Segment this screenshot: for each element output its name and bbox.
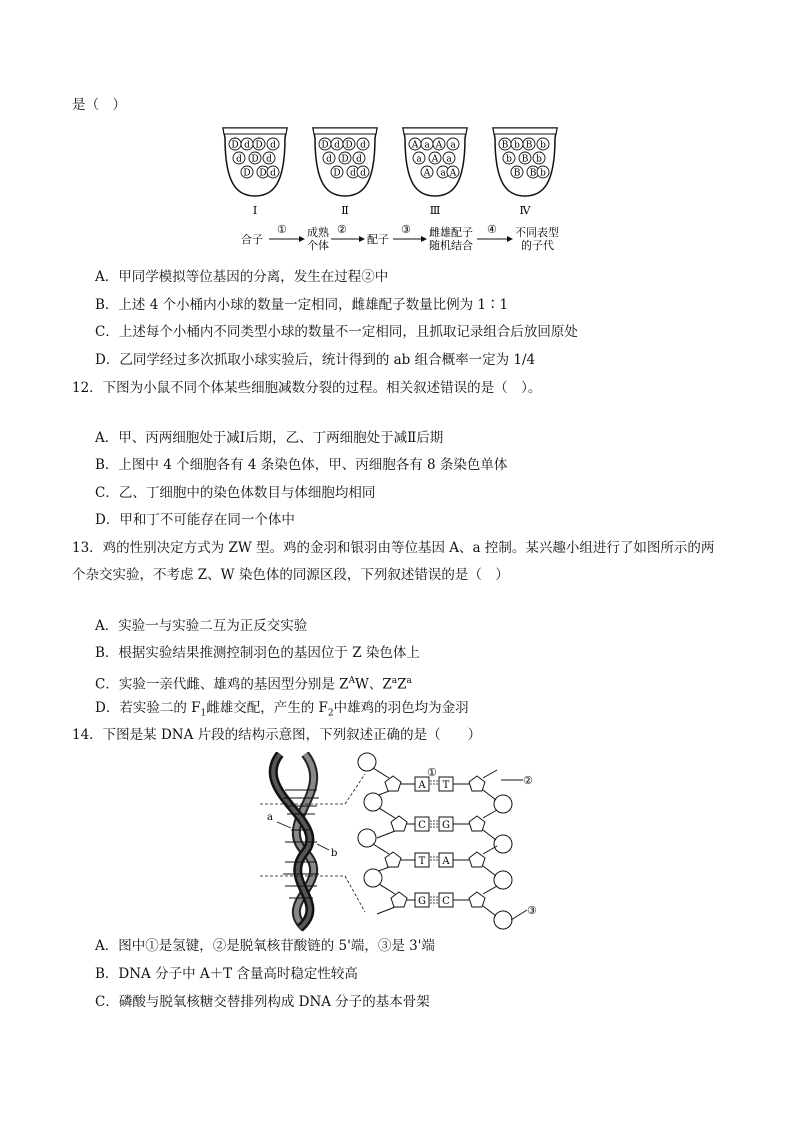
ball-label: D [251,154,259,165]
sugar-left [391,892,407,907]
sugar-right [469,816,485,831]
q13-option-b: B．根据实验结果推测控制羽色的基因位于 Z 染色体上 [95,645,420,661]
ball-label: A [411,140,419,151]
q13-option-d: D．若实验二的 $F_1$雌雄交配，产生的 $F_2$中雄鸡的羽色均为金羽 [95,700,469,719]
bucket-figure [215,122,595,262]
ball-label: a [416,154,422,165]
bucket-label: Ⅲ [429,204,441,217]
flow-gamete: 配子 [367,233,389,246]
ball-label: d [360,168,366,179]
ball-label: b [540,140,546,151]
sugar-right [469,892,485,907]
q14-option-c: C．磷酸与脱氧核糖交替排列构成 DNA 分子的基本骨架 [95,994,430,1010]
q12-stem: 12．下图为小鼠不同个体某些细胞减数分裂的过程。相关叙述错误的是（ ）。 [72,380,542,396]
mark-1: ① [427,766,437,779]
sugar-left [391,816,407,831]
ball-label: B [501,140,509,151]
flow-fusion-1: 雌雄配子 [429,226,473,239]
ball-label: D [345,140,353,151]
ball-label: D [341,154,349,165]
q13-option-a: A．实验一与实验二互为正反交实验 [95,618,308,634]
ball-label: B [525,140,533,151]
ball-label: D [255,140,263,151]
q11-option-c: C．上述每个小桶内不同类型小球的数量不一定相同，且抓取记录组合后放回原处 [95,324,578,340]
flow-fusion-2: 随机结合 [429,239,473,252]
q12-option-c: C．乙、丁细胞中的染色体数目与体细胞均相同 [95,485,376,501]
flow-mature-2: 个体 [307,239,329,252]
q14-option-b: B．DNA 分子中 A＋T 含量高时稳定性较高 [95,966,358,982]
ball-label: d [334,140,340,151]
base-left-label: C [418,820,426,831]
q14-stem: 14．下图是某 DNA 片段的结构示意图，下列叙述正确的是（ ） [72,727,482,743]
flow-offspring-1: 不同表型 [515,226,559,239]
bucket-label: Ⅳ [519,204,531,217]
ball-label: d [236,154,242,165]
helix-label-a: a [267,812,273,823]
bucket-2 [313,128,377,217]
ball-label: d [350,168,356,179]
ball-label: D [243,168,251,179]
ball-label: A [449,168,457,179]
ball-label: d [270,168,276,179]
q12-option-d: D．甲和丁不可能存在同一个体中 [95,512,295,528]
base-right-label: G [442,820,450,831]
bucket-label: Ⅱ [341,204,349,217]
sugar-right [469,776,485,791]
q13-stem-1: 13．鸡的性别决定方式为 ZW 型。鸡的金羽和银羽由等位基因 A、a 控制。某兴趣小组进行了如图所示的两 [72,540,715,556]
flow-num-3: ③ [401,223,411,236]
ball-label: A [431,154,439,165]
ball-label: d [360,140,366,151]
flow-offspring-2: 的子代 [521,239,554,252]
ball-label: d [270,140,276,151]
ball-label: D [333,168,341,179]
double-helix [260,754,365,928]
ball-label: D [231,140,239,151]
q14-option-a: A．图中①是氢键，②是脱氧核苷酸链的 5'端，③是 3'端 [95,938,435,954]
ball-label: a [446,154,452,165]
ball-label: A [423,168,431,179]
sugar-left [385,852,401,867]
bucket-4 [493,128,557,217]
q11-option-b: B．上述 4 个小桶内小球的数量一定相同，雌雄配子数量比例为 1∶1 [95,297,509,313]
base-left-label: A [418,780,426,791]
flow-num-4: ④ [487,223,497,236]
helix-label-b: b [331,848,338,859]
sugar-left [385,776,401,791]
sugar-right [469,852,485,867]
q12-option-b: B．上图中 4 个细胞各有 4 条染色体，甲、丙细胞各有 8 条染色单体 [95,457,508,473]
ball-label: a [450,140,456,151]
phosphate-right [494,835,512,853]
q11-option-d: D．乙同学经过多次抓取小球实验后，统计得到的 ab 组合概率一定为 1/4 [95,352,536,368]
ball-label: a [424,140,430,151]
bucket-3 [403,128,467,217]
bucket-1 [223,128,287,217]
ball-label: b [506,154,512,165]
bucket-label: Ⅰ [252,204,258,217]
q11-option-a: A．甲同学模拟等位基因的分离，发生在过程②中 [95,269,389,285]
ball-label: b [514,140,520,151]
ball-label: d [326,154,332,165]
mark-3: ③ [527,904,537,917]
q13-option-c: C．实验一亲代雌、雄鸡的基因型分别是 $Z^AW$、$Z^aZ^a$ [95,676,412,693]
flow-num-1: ① [277,223,287,236]
base-left-label: T [418,856,426,867]
dna-figure [255,752,545,932]
ball-label: b [540,168,546,179]
ball-label: B [521,154,529,165]
base-right-label: C [442,896,450,907]
base-left-label: G [418,896,426,907]
q13-stem-2: 个杂交实验，不考虑 Z、W 染色体的同源区段，下列叙述错误的是（ ） [72,567,509,583]
ball-label: b [536,154,542,165]
ball-label: B [513,168,521,179]
q11-stem-tail: 是（ ） [72,97,126,113]
ball-label: a [440,168,446,179]
flow-num-2: ② [337,223,347,236]
base-right-label: T [442,780,450,791]
ball-label: d [356,154,362,165]
base-right-label: A [442,856,450,867]
ball-label: d [244,140,250,151]
flow-zygote: 合子 [241,233,263,246]
phosphate-right [494,911,512,929]
q12-option-a: A．甲、丙两细胞处于减Ⅰ后期，乙、丁两细胞处于减Ⅱ后期 [95,430,444,446]
ball-label: D [259,168,267,179]
ball-label: A [435,140,443,151]
mark-2: ② [523,774,533,787]
ball-label: D [321,140,329,151]
ball-label: d [266,154,272,165]
ball-label: B [529,168,537,179]
flow-mature-1: 成熟 [307,226,329,239]
